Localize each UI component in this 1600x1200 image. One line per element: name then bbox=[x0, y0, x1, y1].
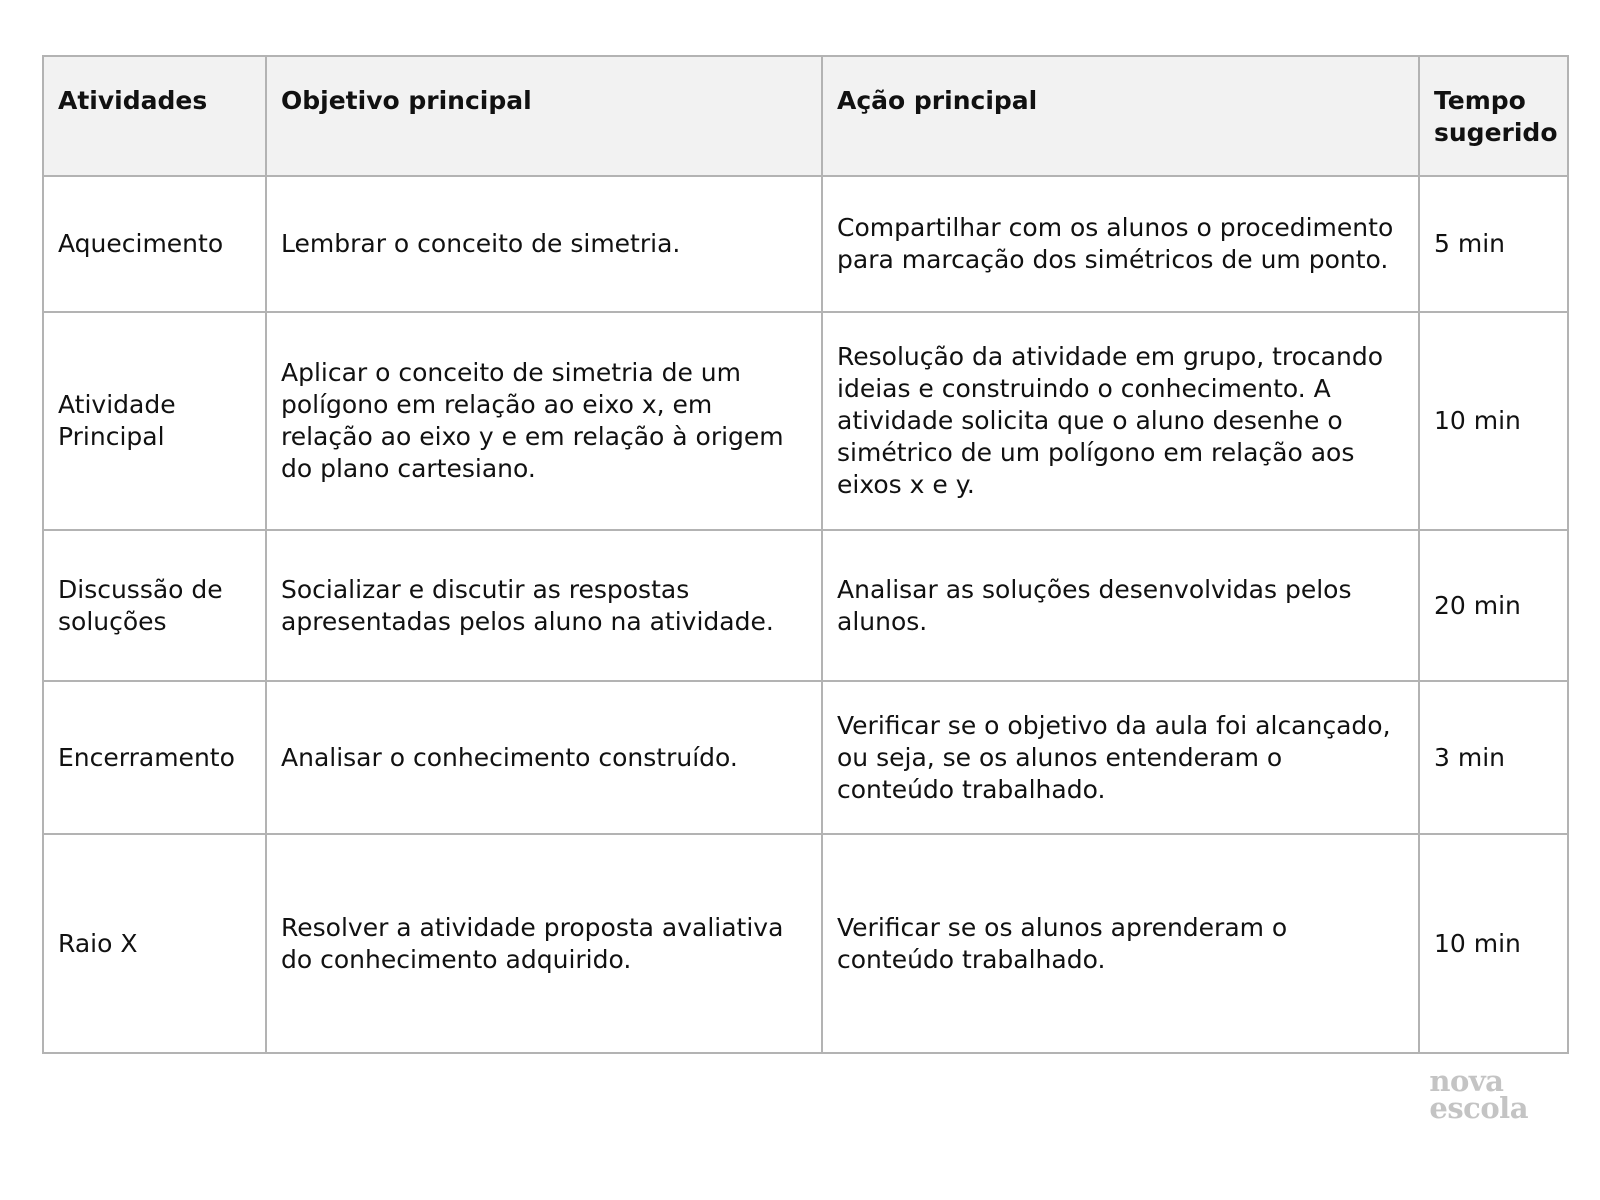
cell-tempo: 20 min bbox=[1419, 530, 1568, 681]
header-tempo: Tempo sugerido bbox=[1419, 56, 1568, 176]
lesson-plan-table bbox=[42, 55, 1569, 1054]
header-objetivo: Objetivo principal bbox=[266, 56, 822, 176]
logo-line-2: escola bbox=[1429, 1091, 1528, 1125]
table-row bbox=[43, 312, 1568, 530]
cell-tempo: 3 min bbox=[1419, 681, 1568, 834]
header-acao: Ação principal bbox=[822, 56, 1419, 176]
cell-tempo: 10 min bbox=[1419, 834, 1568, 1053]
logo-line-1: nova bbox=[1429, 1064, 1504, 1098]
cell-objetivo: Lembrar o conceito de simetria. bbox=[266, 176, 822, 312]
cell-atividade: Atividade Principal bbox=[43, 312, 266, 530]
table-row bbox=[43, 530, 1568, 681]
cell-objetivo: Analisar o conhecimento construído. bbox=[266, 681, 822, 834]
table-row bbox=[43, 176, 1568, 312]
cell-acao: Compartilhar com os alunos o procedimento para marcação dos simétricos de um ponto. bbox=[822, 176, 1419, 312]
cell-objetivo: Socializar e discutir as respostas apresentadas pelos aluno na atividade. bbox=[266, 530, 822, 681]
table-row bbox=[43, 681, 1568, 834]
cell-acao: Verificar se o objetivo da aula foi alcançado, ou seja, se os alunos entenderam o conteúdo trabalhado. bbox=[822, 681, 1419, 834]
cell-tempo: 10 min bbox=[1419, 312, 1568, 530]
cell-tempo: 5 min bbox=[1419, 176, 1568, 312]
cell-atividade: Discussão de soluções bbox=[43, 530, 266, 681]
cell-atividade: Raio X bbox=[43, 834, 266, 1053]
nova-escola-logo bbox=[1429, 1064, 1528, 1125]
cell-acao: Resolução da atividade em grupo, trocando ideias e construindo o conhecimento. A atividade solicita que o aluno desenhe o simétrico de um polígono em relação aos eixos x e y. bbox=[822, 312, 1419, 530]
cell-acao: Verificar se os alunos aprenderam o conteúdo trabalhado. bbox=[822, 834, 1419, 1053]
cell-objetivo: Aplicar o conceito de simetria de um polígono em relação ao eixo x, em relação ao eixo y e em relação à origem do plano cartesiano. bbox=[266, 312, 822, 530]
cell-atividade: Aquecimento bbox=[43, 176, 266, 312]
table-row bbox=[43, 834, 1568, 1053]
header-atividades: Atividades bbox=[43, 56, 266, 176]
table-header-row bbox=[43, 56, 1568, 176]
cell-acao: Analisar as soluções desenvolvidas pelos alunos. bbox=[822, 530, 1419, 681]
cell-atividade: Encerramento bbox=[43, 681, 266, 834]
cell-objetivo: Resolver a atividade proposta avaliativa do conhecimento adquirido. bbox=[266, 834, 822, 1053]
